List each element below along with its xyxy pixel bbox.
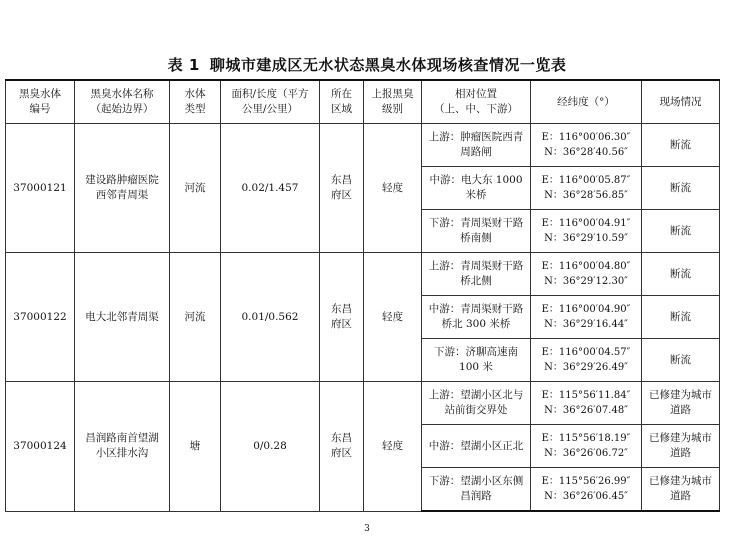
longitude: E：116°00′04.57″	[541, 347, 631, 359]
segment-position	[422, 296, 531, 339]
segment-status-line: 断流	[670, 353, 691, 366]
latitude: N：36°28′40.56″	[544, 147, 628, 159]
segment-position	[422, 167, 531, 210]
segment-coordinates	[531, 253, 642, 296]
segment-coordinates	[531, 425, 642, 468]
segment-status-line: 道路	[670, 447, 691, 460]
segment-coordinates	[531, 382, 642, 425]
table-row	[6, 124, 720, 167]
table-body	[6, 124, 720, 512]
column-header-region	[320, 80, 364, 124]
segment-status-line: 断流	[670, 310, 691, 323]
longitude: E：116°00′04.90″	[541, 304, 631, 316]
water-body-region	[320, 124, 364, 253]
column-header-line: （起始边界）	[90, 103, 154, 115]
segment-position-line: 中游：电大东 1000	[429, 174, 523, 187]
segment-status	[642, 468, 720, 511]
latitude: N：36°29′16.44″	[544, 319, 628, 331]
segment-status	[642, 296, 720, 339]
column-header-line: 类型	[184, 103, 206, 115]
water-body-name	[75, 124, 170, 253]
water-body-size: 0.01/0.562	[221, 253, 320, 382]
water-body-type: 河流	[170, 124, 221, 253]
segment-status-line: 已修建为城市	[649, 432, 712, 445]
column-header-line: 黑臭水体	[19, 88, 61, 100]
segment-coordinates	[531, 167, 642, 210]
segment-position-line: 中游：青周渠财干路	[428, 303, 524, 316]
segment-position	[422, 382, 531, 425]
segment-status-line: 断流	[670, 224, 691, 237]
water-body-table	[5, 79, 720, 512]
water-body-level: 轻度	[364, 124, 422, 253]
longitude: E：116°00′05.87″	[541, 175, 631, 187]
segment-position	[422, 425, 531, 468]
water-body-name	[75, 382, 170, 511]
region-line: 东昌	[331, 174, 352, 187]
column-header-line: 级别	[382, 103, 403, 115]
segment-status	[642, 167, 720, 210]
segment-coordinates	[531, 468, 642, 511]
column-header-level	[364, 80, 422, 124]
segment-position-line: 米桥	[465, 189, 487, 202]
segment-status	[642, 425, 720, 468]
region-line: 府区	[331, 189, 352, 202]
column-header-line: 面积/长度（平方	[231, 88, 309, 100]
water-body-name-line: 昌润路南首望湖	[85, 432, 159, 445]
column-header-line: 相对位置	[455, 88, 497, 100]
latitude: N：36°26′07.48″	[544, 405, 628, 417]
table-row	[6, 253, 720, 296]
water-body-name-line: 建设路肿瘤医院	[85, 174, 159, 187]
segment-position-line: 下游：青周渠财干路	[428, 217, 524, 230]
segment-position	[422, 210, 531, 253]
water-body-level: 轻度	[364, 382, 422, 511]
column-header-line: 公里/公里）	[241, 103, 299, 115]
column-header-line: （上、中、下游）	[434, 103, 518, 115]
segment-position	[422, 339, 531, 382]
segment-coordinates	[531, 339, 642, 382]
latitude: N：36°29′10.59″	[544, 233, 628, 245]
segment-position-line: 100 米	[459, 361, 493, 374]
latitude: N：36°26′06.45″	[544, 491, 628, 503]
column-header-line: 区域	[331, 103, 352, 115]
segment-status-line: 断流	[670, 267, 691, 280]
column-header-line: 上报黑臭	[371, 88, 414, 100]
latitude: N：36°28′56.85″	[544, 190, 628, 202]
segment-position	[422, 253, 531, 296]
segment-coordinates	[531, 210, 642, 253]
water-body-name-line: 电大北邻青周渠	[85, 310, 159, 323]
segment-status-line: 断流	[670, 181, 691, 194]
segment-position	[422, 468, 531, 511]
segment-position	[422, 124, 531, 167]
segment-status-line: 已修建为城市	[649, 389, 712, 402]
segment-status	[642, 339, 720, 382]
water-body-region	[320, 382, 364, 511]
segment-position-line: 昌润路	[460, 490, 492, 503]
segment-status-line: 已修建为城市	[649, 475, 712, 488]
page-number: 3	[364, 524, 370, 534]
water-body-id: 37000122	[6, 253, 75, 382]
segment-position-line: 周路闸	[460, 146, 492, 159]
segment-position-line: 下游：望湖小区东侧	[428, 475, 524, 488]
longitude: E：116°00′04.80″	[541, 261, 631, 273]
water-body-region	[320, 253, 364, 382]
segment-status-line: 道路	[670, 404, 691, 417]
water-body-id: 37000124	[6, 382, 75, 511]
region-line: 府区	[331, 318, 352, 331]
table-number: 表 1	[167, 56, 200, 74]
segment-position-line: 桥北 300 米桥	[441, 318, 511, 331]
segment-status	[642, 210, 720, 253]
column-header-line: 编号	[29, 103, 51, 115]
segment-position-line: 桥北侧	[460, 275, 492, 288]
segment-status	[642, 382, 720, 425]
column-header-line: 黑臭水体名称	[90, 88, 154, 100]
segment-status	[642, 124, 720, 167]
longitude: E：115°56′11.84″	[541, 390, 631, 402]
water-body-name-line: 小区排水沟	[95, 447, 149, 460]
region-line: 府区	[331, 447, 352, 460]
segment-status	[642, 253, 720, 296]
water-body-size: 0.02/1.457	[221, 124, 320, 253]
column-header-status	[642, 80, 720, 124]
region-line: 东昌	[331, 432, 352, 445]
water-body-name	[75, 253, 170, 382]
segment-position-line: 上游：望湖小区北与	[428, 389, 524, 402]
water-body-id: 37000121	[6, 124, 75, 253]
segment-coordinates	[531, 124, 642, 167]
column-header-line: 水体	[184, 88, 206, 100]
segment-position-line: 下游：济聊高速南	[434, 346, 518, 359]
table-title	[0, 54, 734, 75]
table-row	[6, 382, 720, 425]
longitude: E：115°56′18.19″	[541, 433, 631, 445]
water-body-size: 0/0.28	[221, 382, 320, 511]
column-header-line: 所在	[331, 88, 352, 100]
segment-position-line: 中游：望湖小区正北	[428, 439, 524, 452]
longitude: E：116°00′04.91″	[541, 218, 631, 230]
longitude: E：116°00′06.30″	[541, 132, 631, 144]
column-header-position	[422, 80, 531, 124]
column-header-coordinates	[531, 80, 642, 124]
region-line: 东昌	[331, 303, 352, 316]
column-header-type	[170, 80, 221, 124]
header-row	[6, 80, 720, 124]
latitude: N：36°26′06.72″	[544, 448, 628, 460]
latitude: N：36°29′12.30″	[544, 276, 628, 288]
table-header	[6, 80, 720, 124]
segment-position-line: 站前街交界处	[444, 404, 508, 417]
segment-status-line: 断流	[670, 138, 691, 151]
column-header-line: 经纬度（°）	[557, 95, 615, 108]
column-header-id	[6, 80, 75, 124]
water-body-name-line: 西邻青周渠	[95, 189, 149, 202]
segment-coordinates	[531, 296, 642, 339]
water-body-type: 塘	[170, 382, 221, 511]
column-header-line: 现场情况	[659, 95, 702, 108]
water-body-level: 轻度	[364, 253, 422, 382]
water-body-type: 河流	[170, 253, 221, 382]
segment-status-line: 道路	[670, 490, 691, 503]
latitude: N：36°29′26.49″	[544, 362, 628, 374]
column-header-name	[75, 80, 170, 124]
segment-position-line: 桥南侧	[460, 232, 492, 245]
column-header-size	[221, 80, 320, 124]
segment-position-line: 上游：肿瘤医院西青	[428, 131, 524, 144]
table-title-text: 聊城市建成区无水状态黑臭水体现场核查情况一览表	[209, 56, 567, 74]
segment-position-line: 上游：青周渠财干路	[428, 260, 524, 273]
longitude: E：115°56′26.99″	[541, 476, 631, 488]
